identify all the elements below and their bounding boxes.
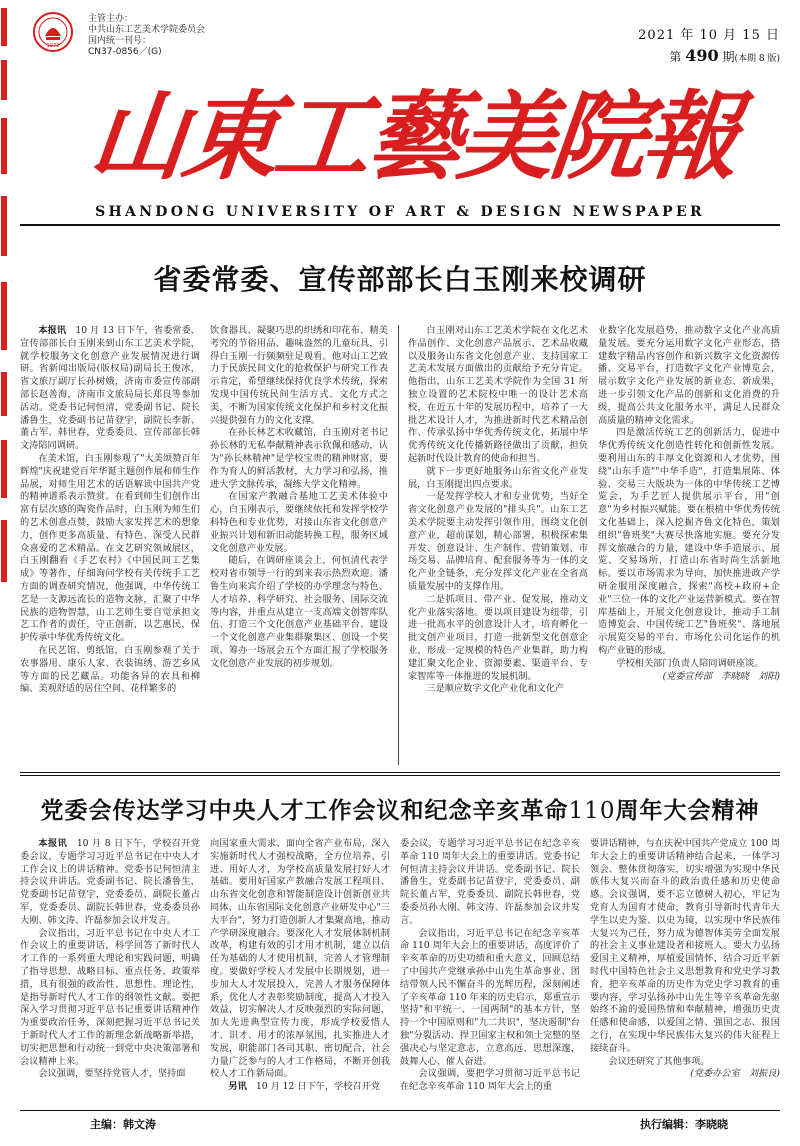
paragraph-text: 在民艺馆、剪纸馆，白玉刚参观了关于农事器用、康乐人家、衣装锦绣、游艺乡风等方面的民艺藏品。功能各异的农具和柳编、美观舒适的居住空间、花样繁多的 [20,644,200,695]
paragraph [210,555,388,670]
paragraph [408,683,588,696]
footer-rule [20,1110,780,1111]
paragraph-text: 在国家产教融合基地工艺美术体验中心，白玉刚表示，要继续依托和发挥学校学科特色和专业优势，对接山东省文化创意产业振兴计划和新旧动能转换工程，服务区域文化创意产业发展。 [210,491,388,554]
paragraph [20,928,200,1069]
paragraph-text: 会议指出，习近平总书记在中央人才工作会议上的重要讲话，科学回答了新时代人才工作的一系列重大理论和实践问题，明确了指导思想、战略目标、重点任务、政策举措，具有很强的政治性、思想性、理论性，是指导新时代人才工作的纲领性文献。要把深入学习贯彻习近平总书记重要讲话精神作为重要政治任务，深刻把握习近平总书记关于新时代人才工作的新理念新战略新举措，切实把思想和行动统一到党中央决策部署和会议精神上来。 [20,927,200,1067]
paragraph-text: 学校相关部门负责人陪同调研座谈。 [616,657,764,669]
paragraph [400,838,580,928]
english-name: SHANDONG UNIVERSITY OF ART & DESIGN NEWSPAPER [95,204,705,220]
paragraph [408,466,588,492]
paragraph [598,325,780,427]
paragraph-text: 三是顺应数字文化产业化和文化产 [426,683,565,695]
paragraph [20,1068,200,1081]
issue-date: 2021 年 10 月 15 日 [638,28,780,43]
paragraph [20,645,200,696]
paragraph [20,453,200,645]
article2-column-4 [590,838,780,1108]
dateline: 另讯 [228,1081,247,1093]
paragraph-text: 随后，在调研座谈会上，何恒清代表学校对省市领导一行的到来表示热烈欢迎。潘鲁生向来宾介绍了学校的办学理念与特色、人才培养、科学研究、社会服务、国际交流等内容，并重点从建立一支高端文创智库队伍、打造三个文化创意产业基础平台、建设一个文化创意产业集群聚集区、创设一个奖项、筹办一场展会五个方面汇报了学校服务文化创意产业发展的初步规划。 [210,555,388,669]
section-rule [20,772,780,773]
article1-column-2 [210,325,388,765]
paragraph [20,838,200,928]
paragraph [210,838,390,1081]
emblem-year: 1973 [46,43,60,49]
paragraph [408,491,588,593]
masthead-rule [20,224,780,226]
paragraph-text: 业数字化发展趋势，推动数字文化产业高质量发展。要充分运用数字文化产业形态，搭建数字精品内容创作和新兴数字文化资源传播、交易平台，打造数字文化产业博览会，展示数字文化产业发展的新业态、新成果，进一步引领文化产品的创新和文化消费的升级，提高公共文化服务水平，满足人民群众高质量的精神文化需求。 [598,325,780,426]
paragraph-text: 10 月 8 日下午，学校召开党委会议，专题学习习近平总书记在中央人才工作会议上的讲话精神。党委书记何恒清主持会议并讲话。党委副书记、院长潘鲁生，党委副书记苗登宇，党委委员、副院长董占军，党委委员、副院长韩世春，党委委员孙大刚、韩文涛、许磊参加会议并发言。 [20,838,201,926]
paragraph-text: 在孙长林艺术收藏馆，白玉刚对老书记孙长林的无私奉献精神表示钦佩和感动，认为"孙长林精神"是学校宝贵的精神财富，要作为育人的鲜活教材，大力学习和弘扬，推进大学文脉传承，凝练大学文化精神。 [210,427,388,490]
svg-text:山東工藝美院報: 山東工藝美院報 [85,80,741,193]
article2-column-1 [20,838,200,1108]
paragraph-text: 会议指出，习近平总书记在纪念辛亥革命 110 周年大会上的重要讲话，高度评价了辛亥革命的历史功绩和重大意义，回顾总结了中国共产党继承孙中山先生革命事业、团结带领人民不懈奋斗的光辉历程，深刻阐述了辛亥革命 110 年来的历史启示，郑重宣示坚持"和平统一、一国两制"的基本方针，坚持一个中国原则和"九二共识"，坚决遏制"台独"分裂活动、捍卫国家主权和领土完整的坚强决心与坚定意志，立意高远、思想深邃，鼓舞人心、催人奋进。 [400,927,580,1067]
paragraph [400,928,580,1069]
issue-date-block [638,24,780,65]
paragraph [598,427,780,657]
section-rule [20,775,780,776]
paragraph-text: 一是发挥学校人才和专业优势，当好全省文化创意产业发展的"排头兵"。山东工艺美术学院要主动发挥引领作用，围绕文化创意产业，超前谋划，精心部署，积极探索集开发、创意设计、生产制作、营销策划、市场交易、品牌培育、配套服务等为一体的文化产业全链条，充分发挥文化产业在全省高质量发展中的支撑作用。 [408,491,588,592]
paragraph-text: 10 月 12 日下午，学校召开党 [255,1081,380,1093]
publication-info: 主管主办： 中共山东工艺美术学院委员会 国内统一刊号： CN37-0856／(G) [88,14,206,57]
byline-credit: (党委宣传部 李晓晓 刘阳) [662,670,780,682]
article1-column-3 [408,325,588,765]
byline-credit: (党委办公室 刘振良) [690,1068,780,1080]
paragraph-text: 委会议，专题学习习近平总书记在纪念辛亥革命 110 周年大会上的重要讲话。党委书记何恒清主持会议并讲话。党委副书记、院长潘鲁生，党委副书记苗登宇，党委委员、副院长董占军，党委委员、副院长韩世春，党委委员孙大刚、韩文涛、许磊参加会议并发言。 [400,838,580,926]
paragraph [20,325,200,453]
paragraph [210,325,388,427]
paragraph [408,594,588,684]
paragraph-text: 10 月 13 日下午，省委常委、宣传部部长白玉刚来到山东工艺美术学院，就学校服务文化创意产业发展情况进行调研。省新闻出版局(版权局)副局长王俊冰，省文旅厅副厅长孙树娥，济南市委宣传部副部长赵善海，济南市文旅局局长郑良等参加活动。党委书记何恒清，党委副书记、院长潘鲁生，党委副书记苗登宇，副院长李新、董占军、韩世春，党委委员、宣传部部长韩文涛陪同调研。 [20,325,200,452]
article1-column-4 [598,325,780,765]
paragraph-text: 会议强调，要把学习贯彻习近平总书记在纪念辛亥革命 110 周年大会上的重 [400,1068,580,1093]
red-edge-strip [0,0,10,1146]
paragraph-text: 向国家重大需求、面向全省产业布局，深入实施新时代人才强校战略，全方位培养、引进、用好人才，为学校高质量发展打好人才基础。要用好国家产教融合发展工程项目、山东省文化创意和智能制造设计创新创业共同体、山东省国际文化创意产业研发中心"三大平台"，努力打造创新人才集聚高地，推动产学研深度融合。要深化人才发展体制机制改革，构建有效的引才用才机制，建立以信任为基础的人才使用机制，完善人才管理制度。要做好学校人才发展中长期规划，进一步加大人才发展投入，完善人才服务保障体系，优化人才表彰奖励制度，提高人才投入效益，切实解决人才反映强烈的实际问题，加大先进典型宣传力度，形成学校爱惜人才、识才、用才的浓厚氛围，扎实推进人才发展，职能部门各司其职、密切配合，社会力量广泛参与的人才工作格局，不断开创我校人才工作新局面。 [210,838,390,1080]
paragraph [210,491,388,555]
issue-number: 第 490 期(本期 8 版) [669,46,780,65]
paragraph [210,1081,390,1094]
article2-column-2 [210,838,390,1108]
paragraph-text: 会议强调，要坚持党管人才，坚持面 [38,1068,186,1080]
dateline: 本报讯 [38,838,68,849]
article1-column-1 [20,325,200,765]
paragraph-text: 白玉刚对山东工艺美术学院在文化艺术作品创作、文化创意产品展示、艺术品收藏以及服务山东省文化创意产业、支持国家工艺美术发展方面做出的贡献给予充分肯定。他指出，山东工艺美术学院作为全国 31 所独立设置的艺术院校中唯一的设计艺术高校，在近五十年的发展历程中，培养了一大批艺术设计人才，为推进新时代艺术精品创作、传承弘扬中华优秀传统文化，拓展中华优秀传统文化传播新路径做出了贡献，担负起新时代设计教育的使命和担当。 [408,325,588,464]
article2-column-3 [400,838,580,1108]
paragraph-text: 四是激活传统工艺的创新活力，促进中华优秀传统文化创造性转化和创新性发展。要利用山东的丰厚文化资源和人才优势，围绕"山东手造""中华手造"，打造集展陈、体验、交易三大版块为一体的中华传统工艺博览会，为手艺匠人提供展示平台，用"创意"为乡村振兴赋能。要在根植中华优秀传统文化基础上，深入挖掘齐鲁文化特色，策划组织"鲁班奖"大赛尽快落地实施。要充分发挥文旅融合的力量，建设中华手造展示、展览、交易场所，打造山东省时尚生活新地标。要以市场需求为导向，加快推进政产学研金服用深度融合，探索"高校+政府+企业"三位一体的文化产业运营新模式。要在智库基础上，开展文化创意设计，推动手工制造博览会、中国传统工艺"鲁班奖"、落地展示展览交易的平台、市场化公司化运作的机构产业链的形成。 [598,427,780,656]
executive-editor: 执行编辑：李晓晓 [640,1118,728,1131]
paragraph [590,1056,780,1069]
paragraph [210,427,388,491]
paragraph [598,658,780,671]
school-emblem-icon [33,12,73,52]
newspaper-title-calligraphy [85,70,741,198]
paragraph-text: 会议还研究了其他事项。 [608,1055,710,1067]
paragraph-text: 要讲话精神，与在庆祝中国共产党成立 100 周年大会上的重要讲话精神结合起来，一体学习领会、整体贯彻落实，切实增强为实现中华民族伟大复兴而奋斗的政治责任感和历史使命感。会议强调，要不忘立德树人初心，牢记为党育人为国育才使命，教育引导新时代青年大学生以史为鉴、以史为镜，以实现中华民族伟大复兴为己任，努力成为德智体美劳全面发展的社会主义事业建设者和接班人。要大力弘扬爱国主义精神，厚植爱国情怀，结合习近平新时代中国特色社会主义思想教育和党史学习教育，把辛亥革命的历史作为党史学习教育的重要内容，学习弘扬孙中山先生等辛亥革命先驱始终不渝的爱国热情和奉献精神，增强历史责任感和使命感，以爱国之情、强国之志、报国之行，在实现中华民族伟大复兴的伟大征程上接续奋斗。 [590,838,780,1054]
paragraph-text: 饮食器具、凝聚巧思的织绣和印花布、精美考究的节俗用品、趣味盎然的儿童玩具，引得白玉刚一行频频驻足观看。他对山工艺致力于民族民间文化的抢救保护与研究工作表示肯定，希望继续保持优良学术传统，探索发现中国传统民间生活方式、文化方式之美，不断为国家传统文化保护和乡村文化振兴提供强有力的文化支撑。 [210,325,388,426]
paragraph-text: 二是抓项目、带产业、促发展，推动文化产业落实落地。要以项目建设为纽带，引进一批高水平的创意设计人才，培育孵化一批文创产业项目，打造一批新型文化创意企业，形成一定规模的特色产业集群，助力构建汇聚文化企业、资源要素、渠道平台、专家智库等一体推进的发展机制。 [408,593,588,682]
paragraph-text: 就下一步更好地服务山东省文化产业发展，白玉刚提出四点要求。 [408,465,588,490]
paragraph [590,838,780,1056]
dateline: 本报讯 [38,325,67,336]
article2-headline: 党委会传达学习中央人才工作会议和纪念辛亥革命110周年大会精神 [40,798,760,824]
paragraph [408,325,588,466]
column-divider [398,325,399,765]
article1-headline: 省委常委、宣传部部长白玉刚来校调研 [153,263,647,296]
paragraph [400,1068,580,1094]
chief-editor: 主编：韩文涛 [90,1118,156,1131]
paragraph-text: 在美术馆，白玉刚参观了"大美颂赞百年辉煌"庆祝建党百年华诞主题创作展和师生作品展，对师生用艺术的话语解读中国共产党的精神谱系表示赞赏。在看到师生们创作出富有层次感的陶瓷作品时，白玉刚为师生们的艺术创意点赞，鼓励大家发挥艺术的想象力，创作更多高质量、有特色、深受人民群众喜爱的艺术精品。在文艺研究领域展区，白玉刚翻看《手艺农村》《中国民间工艺集成》等著作，仔细询问学校有关传统手工艺方面的调查研究情况，他强调，中华传统工艺是一支源远流长的造物文脉，汇聚了中华民族的造物智慧，山工艺师生要自觉承担文艺工作者的责任，守正创新，以艺惠民，保护传承中华优秀传统文化。 [20,452,200,644]
